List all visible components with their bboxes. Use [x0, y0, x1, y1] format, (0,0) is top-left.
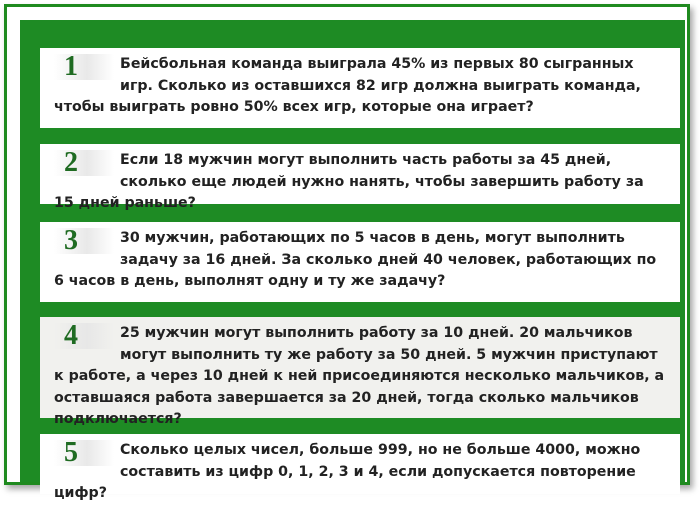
- problem-number-4: 4: [54, 323, 114, 349]
- problem-card-5: [40, 434, 680, 501]
- problem-number-3: 3: [54, 228, 114, 254]
- problem-text-1: Бейсбольная команда выиграла 45% из первых 80 сыгранных игр. Сколько из оставшихся 82 игр должна выиграть команда, чтобы выиграть ровно 50% всех игр, которые она играет?: [54, 56, 641, 115]
- problem-card-3: [40, 222, 680, 302]
- problem-card-4: [40, 317, 680, 427]
- problem-text-4: 25 мужчин могут выполнить работу за 10 дней. 20 мальчиков могут выполнить ту же работу за 50 дней. 5 мужчин приступают к работе, а через 10 дней к ней присоединяются несколько мальчиков, а оставшаяся работа завершается за 20 дней, тогда сколько мальчиков подключается?: [54, 325, 665, 427]
- problem-card-1: [40, 48, 680, 128]
- problem-list: [20, 20, 685, 501]
- problem-text-3: 30 мужчин, работающих по 5 часов в день, могут выполнить задачу за 16 дней. За сколько дней 40 человек, работающих по 6 часов в день, выполнят одну и ту же задачу?: [54, 230, 657, 289]
- outer-frame: [4, 4, 690, 501]
- problem-number-5: 5: [54, 440, 114, 466]
- problem-number-2: 2: [54, 150, 114, 176]
- problem-number-1: 1: [54, 54, 114, 80]
- problem-card-2: [40, 144, 680, 211]
- problem-text-5: Сколько целых чисел, больше 999, но не больше 4000, можно составить из цифр 0, 1, 2, 3 и 4, если допускается повторение цифр?: [54, 442, 641, 501]
- problem-text-2: Если 18 мужчин могут выполнить часть работы за 45 дней, сколько еще людей нужно нанять, чтобы завершить работу за 15 дней раньше?: [54, 152, 644, 211]
